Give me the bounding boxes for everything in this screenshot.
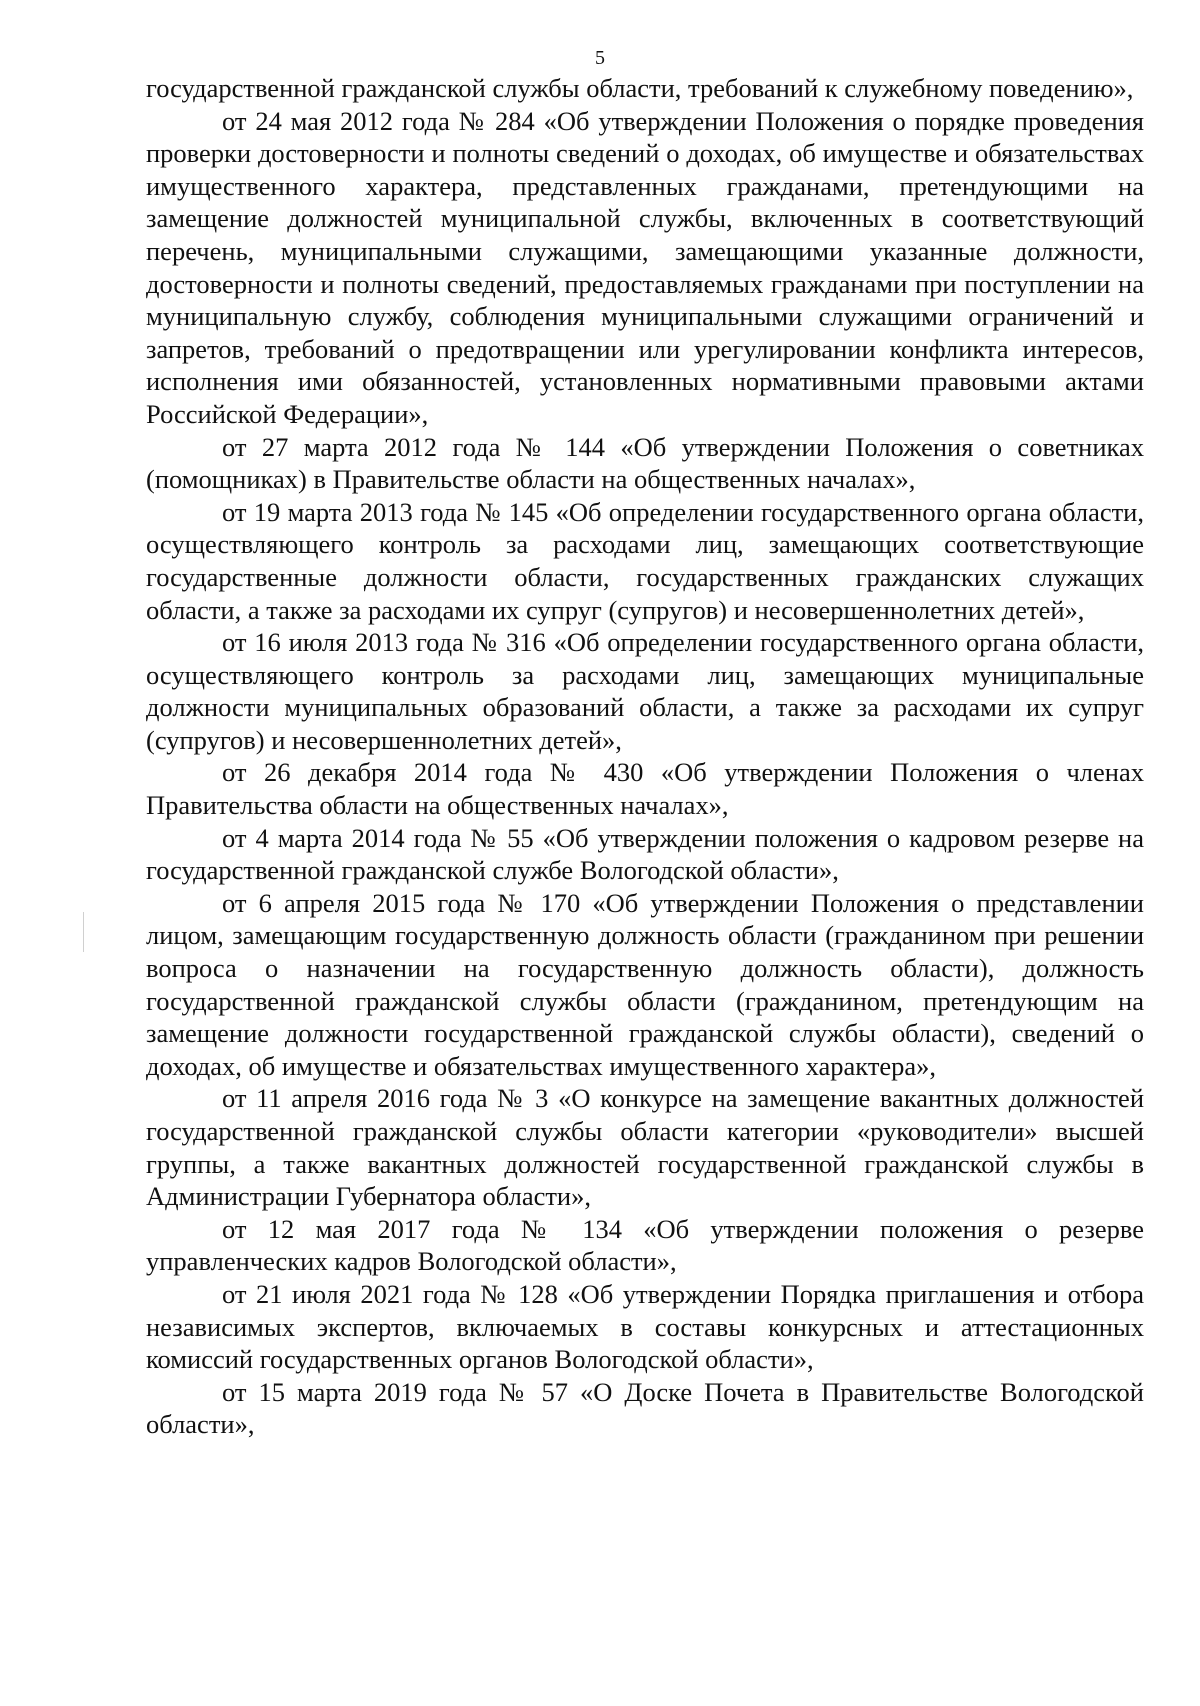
page-number: 5 [595,47,605,69]
paragraph-decree-145: от 19 марта 2013 года № 145 «Об определении государственного органа области, осуществляющего контроль за расходами лиц, замещающих соответствующие государственные должности области, государственных гражданских служащих области, а также за расходами их супруг (супругов) и несовершеннолетних детей», [146,496,1144,625]
document-body [146,72,1144,1441]
paragraph-decree-134: от 12 мая 2017 года № 134 «Об утверждении положения о резерве управленческих кадров Вологодской области», [146,1213,1144,1277]
paragraph-decree-128: от 21 июля 2021 года № 128 «Об утверждении Порядка приглашения и отбора независимых экспертов, включаемых в составы конкурсных и аттестационных комиссий государственных органов Вологодской области», [146,1278,1144,1375]
paragraph-decree-144: от 27 марта 2012 года № 144 «Об утверждении Положения о советниках (помощниках) в Правительстве области на общественных началах», [146,431,1144,495]
paragraph-decree-284: от 24 мая 2012 года № 284 «Об утверждении Положения о порядке проведения проверки достоверности и полноты сведений о доходах, об имуществе и обязательствах имущественного характера, представленных гражданами, претендующими на замещение должностей муниципальной службы, включенных в соответствующий перечень, муниципальными служащими, замещающими указанные должности, достоверности и полноты сведений, предоставляемых гражданами при поступлении на муниципальную службу, соблюдения муниципальными служащими ограничений и запретов, требований о предотвращении или урегулировании конфликта интересов, исполнения ими обязанностей, установленных нормативными правовыми актами Российской Федерации», [146,105,1144,429]
paragraph-continuation: государственной гражданской службы области, требований к служебному поведению», [146,73,1134,103]
scan-margin-mark [83,912,84,952]
paragraph-decree-170: от 6 апреля 2015 года № 170 «Об утверждении Положения о представлении лицом, замещающим государственную должность области (гражданином при решении вопроса о назначении на государственную должность области), должность государственной гражданской службы области (гражданином, претендующим на замещение должности государственной гражданской службы области), сведений о доходах, об имуществе и обязательствах имущественного характера», [146,887,1144,1081]
paragraph-decree-57: от 15 марта 2019 года № 57 «О Доске Почета в Правительстве Вологодской области», [146,1376,1144,1440]
paragraph-decree-3: от 11 апреля 2016 года № 3 «О конкурсе на замещение вакантных должностей государственной гражданской службы области категории «руководители» высшей группы, а также вакантных должностей государственной гражданской службы в Администрации Губернатора области», [146,1083,1144,1212]
paragraph-decree-55: от 4 марта 2014 года № 55 «Об утверждении положения о кадровом резерве на государственной гражданской службе Вологодской области», [146,822,1144,886]
paragraph-decree-430: от 26 декабря 2014 года № 430 «Об утверждении Положения о членах Правительства области на общественных началах», [146,757,1144,821]
paragraph-decree-316: от 16 июля 2013 года № 316 «Об определении государственного органа области, осуществляющего контроль за расходами лиц, замещающих муниципальные должности муниципальных образований области, а также за расходами их супруг (супругов) и несовершеннолетних детей», [146,627,1144,755]
